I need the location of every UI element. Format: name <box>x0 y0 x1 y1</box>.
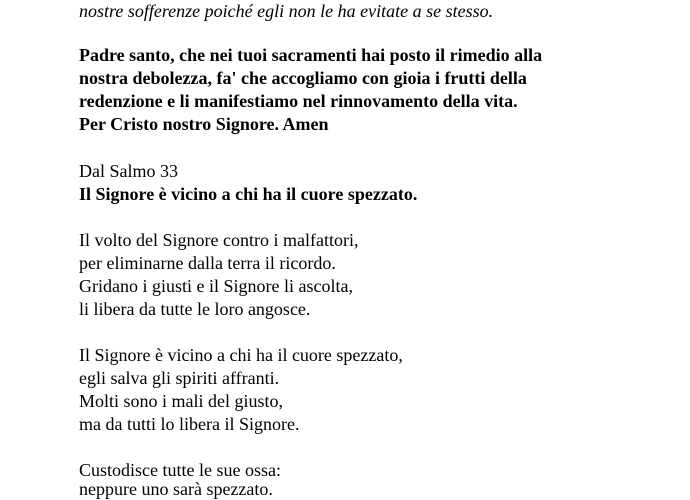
stanza-2-line-1: Il Signore è vicino a chi ha il cuore spezzato, <box>79 345 403 365</box>
stanza-1-line-4: li libera da tutte le loro angosce. <box>79 299 311 319</box>
prayer-line-1: Padre santo, che nei tuoi sacramenti hai posto il rimedio alla <box>79 45 543 65</box>
prayer-line-2: nostra debolezza, fa' che accogliamo con gioia i frutti della <box>79 68 527 88</box>
stanza-1-line-2: per eliminarne dalla terra il ricordo. <box>79 253 336 273</box>
prayer-line-3: redenzione e li manifestiamo nel rinnovamento della vita. <box>79 91 518 111</box>
stanza-1-line-3: Gridano i giusti e il Signore li ascolta, <box>79 276 353 296</box>
psalm-source: Dal Salmo 33 <box>79 161 178 181</box>
stanza-2-line-2: egli salva gli spiriti affranti. <box>79 368 280 388</box>
prayer-line-4: Per Cristo nostro Signore. Amen <box>79 114 329 134</box>
stanza-3-line-1: Custodisce tutte le sue ossa: <box>79 460 281 480</box>
stanza-2-line-4: ma da tutti lo libera il Signore. <box>79 414 300 434</box>
stanza-1-line-1: Il volto del Signore contro i malfattori, <box>79 230 359 250</box>
intro-italic-line: nostre sofferenze poiché egli non le ha evitate a se stesso. <box>79 1 494 21</box>
stanza-2-line-3: Molti sono i mali del giusto, <box>79 391 284 411</box>
psalm-refrain: Il Signore è vicino a chi ha il cuore spezzato. <box>79 184 418 204</box>
stanza-3-line-2: neppure uno sarà spezzato. <box>79 479 273 499</box>
